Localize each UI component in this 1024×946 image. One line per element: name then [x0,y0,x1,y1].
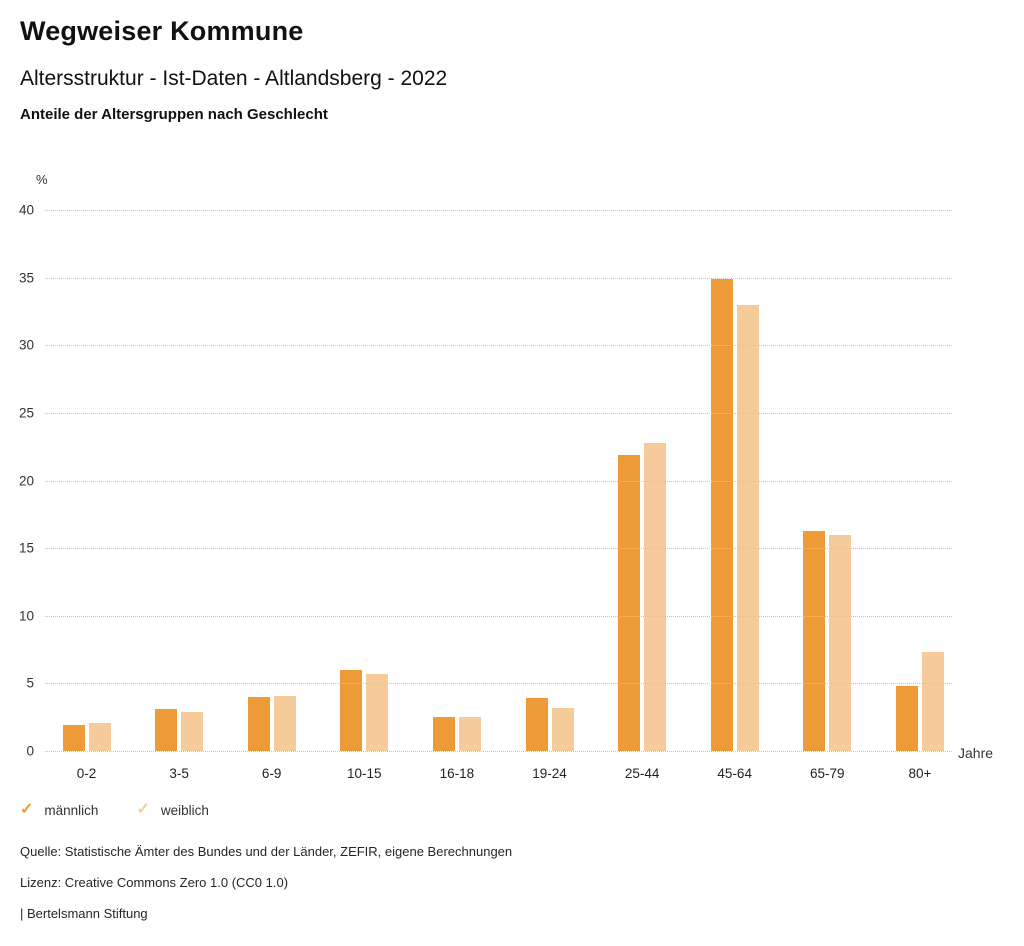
legend [20,802,247,818]
x-axis-unit-label: Jahre [958,745,994,761]
y-tick-35: 35 [18,270,34,286]
page-title: Wegweiser Kommune [20,16,304,46]
bar-männlich-25-44[interactable] [618,455,640,751]
check-icon: ✓ [20,801,34,818]
legend-label: weiblich [160,802,209,818]
y-tick-10: 10 [18,608,34,624]
source-text: Quelle: Statistische Ämter des Bundes und der Länder, ZEFIR, eigene Berechnungen [20,844,513,859]
y-tick-20: 20 [18,473,34,488]
y-tick-30: 30 [18,337,34,353]
legend-item-weiblich[interactable] [136,802,208,818]
gridline-15 [45,548,952,549]
x-tick-80+: 80+ [908,766,932,781]
bar-männlich-3-5[interactable] [155,709,177,751]
y-tick-25: 25 [18,405,34,421]
legend-item-männlich[interactable] [20,802,98,818]
y-tick-40: 40 [18,202,34,218]
bar-männlich-10-15[interactable] [340,670,362,751]
bar-weiblich-0-2[interactable] [89,723,111,751]
bar-weiblich-80+[interactable] [922,652,944,751]
gridline-5 [45,683,952,684]
bar-männlich-6-9[interactable] [248,697,270,751]
bar-weiblich-16-18[interactable] [459,717,481,751]
bar-weiblich-19-24[interactable] [552,708,574,751]
bar-männlich-19-24[interactable] [526,698,548,751]
gridline-20 [45,481,952,482]
legend-label: männlich [44,802,99,818]
bar-männlich-0-2[interactable] [63,725,85,751]
bar-weiblich-65-79[interactable] [829,535,851,751]
gridline-30 [45,345,952,346]
x-tick-6-9: 6-9 [261,766,282,781]
bar-weiblich-3-5[interactable] [181,712,203,751]
check-icon: ✓ [136,801,150,818]
gridline-40 [45,210,952,211]
bar-weiblich-6-9[interactable] [274,696,296,751]
x-tick-65-79: 65-79 [810,766,845,781]
bar-chart-plot-area [18,202,952,781]
x-tick-0-2: 0-2 [76,766,97,781]
bar-männlich-65-79[interactable] [803,531,825,751]
gridline-35 [45,278,952,279]
bar-männlich-16-18[interactable] [433,717,455,751]
bar-weiblich-25-44[interactable] [644,443,666,751]
y-tick-15: 15 [18,540,34,556]
x-tick-19-24: 19-24 [532,766,567,781]
y-tick-0: 0 [26,743,34,759]
x-tick-3-5: 3-5 [169,766,189,781]
bar-männlich-80+[interactable] [896,686,918,751]
gridline-10 [45,616,952,617]
x-tick-16-18: 16-18 [439,766,475,781]
x-tick-45-64: 45-64 [717,766,752,781]
bar-weiblich-10-15[interactable] [366,674,388,751]
x-tick-25-44: 25-44 [624,766,660,781]
x-tick-10-15: 10-15 [347,766,382,781]
bar-männlich-45-64[interactable] [711,279,733,751]
y-axis-unit-label: % [36,172,48,187]
brand-text: | Bertelsmann Stiftung [20,906,148,921]
license-text: Lizenz: Creative Commons Zero 1.0 (CC0 1.0) [20,875,289,890]
chart-title: Altersstruktur - Ist-Daten - Altlandsberg - 2022 [20,67,448,90]
gridline-0 [45,751,952,752]
gridline-25 [45,413,952,414]
y-tick-5: 5 [26,675,34,691]
chart-subtitle: Anteile der Altersgruppen nach Geschlecht [20,106,328,123]
